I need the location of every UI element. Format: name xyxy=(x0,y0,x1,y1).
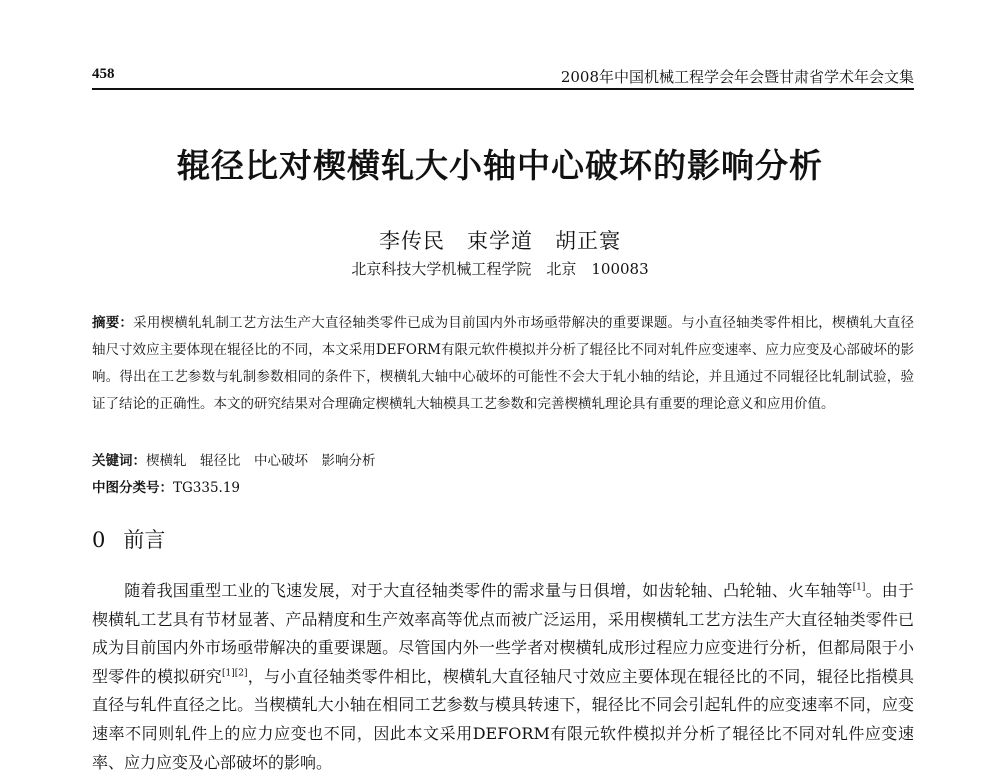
authors: 李传民 束学道 胡正寰 xyxy=(379,229,621,253)
body-paragraph xyxy=(92,577,914,777)
classification-code: TG335.19 xyxy=(173,480,241,496)
journal-title: 2008年中国机械工程学会年会暨甘肃省学术年会文集 xyxy=(560,68,914,86)
running-header xyxy=(92,66,914,90)
abstract-label: 摘要： xyxy=(92,315,134,331)
section-heading xyxy=(92,524,165,554)
body-text-part-3: ，与小直径轴类零件相比，楔横轧大直径轴尺寸效应主要体现在辊径比的不同，辊径比指模具直径与轧件直径之比。当楔横轧大小轴在相同工艺参数与模具转速下，辊径比不同会引起轧件的应变速率不同，应变速率不同则轧件上的应力应变也不同，因此本文采用DEFORM有限元软件模拟并分析了辊径比不同对轧件应变速率、应力应变及心部破坏的影响。 xyxy=(92,666,914,772)
abstract-text: 采用楔横轧轧制工艺方法生产大直径轴类零件已成为目前国内外市场亟带解决的重要课题。与小直径轴类零件相比，楔横轧大直径轴尺寸效应主要体现在辊径比的不同，本文采用DEFORM有限元软件模拟并分析了辊径比不同对轧件应变速率、应力应变及心部破坏的影响。得出在工艺参数与轧制参数相同的条件下，楔横轧大轴中心破坏的可能性不会大于轧小轴的结论，并且通过不同辊径比轧制试验，验证了结论的正确性。本文的研究结果对合理确定楔横轧大轴模具工艺参数和完善楔横轧理论具有重要的理论意义和应用价值。 xyxy=(92,315,915,412)
keywords-text: 楔横轧 辊径比 中心破坏 影响分析 xyxy=(146,453,376,469)
section-title: 前言 xyxy=(123,528,166,552)
paper-title: 辊径比对楔横轧大小轴中心破坏的影响分析 xyxy=(177,146,823,185)
abstract xyxy=(92,310,914,418)
body-text-part-1: 随着我国重型工业的飞速发展，对于大直径轴类零件的需求量与日俱增，如齿轮轴、凸轮轴、火车轴等 xyxy=(124,581,853,600)
page-number: 458 xyxy=(92,66,115,82)
affiliation: 北京科技大学机械工程学院 北京 100083 xyxy=(351,260,649,278)
section-number: 0 xyxy=(92,528,106,552)
keywords-label: 关键词： xyxy=(92,453,146,469)
classification-label: 中图分类号： xyxy=(92,480,173,496)
classification xyxy=(92,476,240,496)
keywords xyxy=(92,449,376,469)
citation-1: [1] xyxy=(852,582,866,593)
body-text-part-2: 。由于楔横轧工艺具有节材显著、产品精度和生产效率高等优点而被广泛运用，采用楔横轧工艺方法生产大直径轴类零件已成为目前国内外市场亟带解决的重要课题。尽管国内外一些学者对楔横轧成形过程应力应变进行分析，但都局限于小型零件的模拟研究 xyxy=(92,581,914,686)
citation-2: [1][2] xyxy=(222,668,248,679)
